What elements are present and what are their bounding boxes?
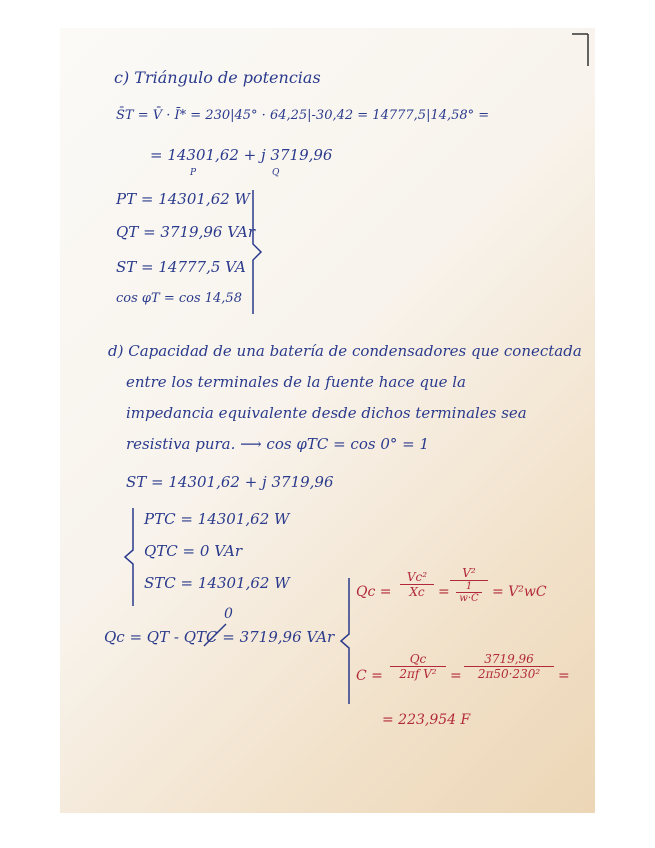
page-edge-line — [570, 28, 590, 68]
q-label: Q — [272, 168, 280, 178]
frac-numeric — [464, 652, 554, 681]
frac-2pi50: 2π50·230² — [477, 667, 541, 681]
formula-brace — [338, 576, 352, 706]
c-lhs: C = — [356, 668, 383, 684]
section-d-line-2: entre los terminales de la fuente hace que la — [126, 373, 466, 391]
section-d-line-1: d) Capacidad de una batería de condensadores que conectada — [108, 342, 582, 360]
strike-mark — [200, 620, 230, 650]
frac-v2: V² — [462, 566, 476, 580]
active-power: PT = 14301,62 W — [116, 190, 250, 208]
stc-value: STC = 14301,62 W — [144, 574, 290, 592]
qc-rhs: = V²wC — [492, 584, 547, 600]
frac-wc: w·C — [459, 593, 479, 604]
qtc-zero-mark: 0 — [224, 606, 233, 622]
notebook-page — [60, 28, 595, 813]
section-d-line-4: resistiva pura. ⟶ cos φTC = cos 0° = 1 — [126, 435, 430, 453]
reactive-power: QT = 3719,96 VAr — [116, 223, 256, 241]
apparent-power: ST = 14777,5 VA — [116, 258, 246, 276]
qc-equation: Qc = QT - QTC = 3719,96 VAr — [104, 628, 335, 646]
equals-sign-1: = — [438, 584, 450, 600]
ptc-value: PTC = 14301,62 W — [144, 510, 290, 528]
capacitance-result: = 223,954 F — [382, 712, 471, 728]
frac-2pifv2: 2πf V² — [399, 667, 437, 681]
st-equation: ST = 14301,62 + j 3719,96 — [126, 473, 334, 491]
frac-xc: Xc — [409, 585, 425, 599]
complex-power-rectangular: = 14301,62 + j 3719,96 — [150, 146, 333, 164]
frac-vc2-xc — [400, 570, 434, 599]
section-c-heading: c) Triángulo de potencias — [114, 68, 321, 87]
tc-brace — [122, 506, 136, 608]
frac-qc: Qc — [409, 652, 427, 666]
frac-3719: 3719,96 — [484, 652, 534, 666]
equals-sign-2: = — [450, 668, 462, 684]
frac-v2-over-inv-wc — [450, 566, 488, 604]
qc-lhs: Qc = — [356, 584, 392, 600]
frac-vc2: Vc² — [406, 570, 428, 584]
power-factor: cos φT = cos 14,58 — [116, 291, 242, 306]
frac-one: 1 — [465, 581, 473, 592]
frac-qc-2pifv2 — [390, 652, 446, 681]
equals-sign-3: = — [558, 668, 570, 684]
section-d-line-3: impedancia equivalente desde dichos terminales sea — [126, 404, 527, 422]
results-brace — [250, 188, 264, 316]
p-label: P — [190, 168, 197, 178]
complex-power-equation: S̄T = V̄ · Ī* = 230|45° · 64,25|-30,42 = 14777,5|14,58° = — [116, 108, 490, 123]
qtc-value: QTC = 0 VAr — [144, 542, 243, 560]
